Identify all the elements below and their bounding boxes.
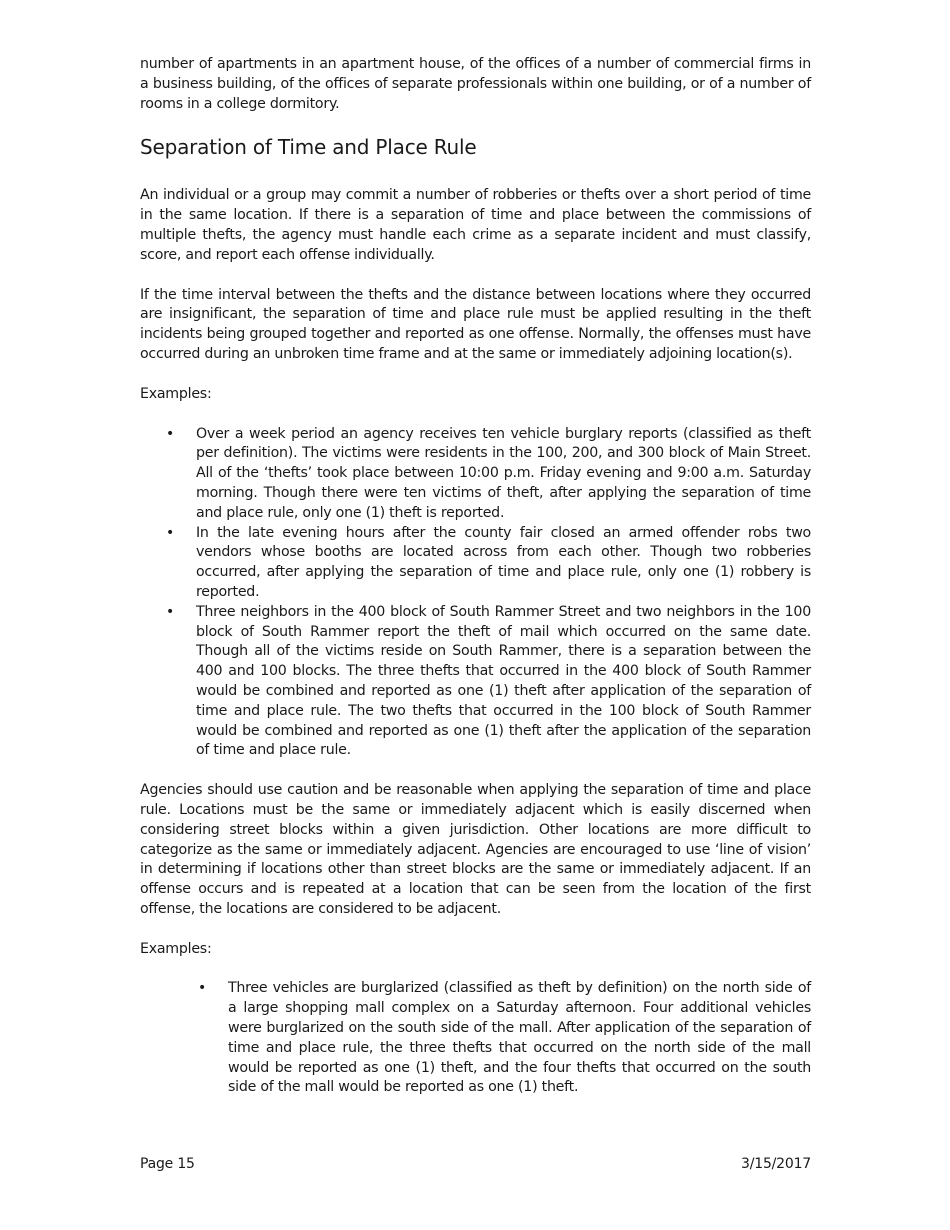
bullet-icon: • (166, 524, 175, 541)
list-item-text: In the late evening hours after the county fair closed an armed offender robs two vendors whose booths are located across from each other. Though two robberies occurred, after applying the separation of time and place rule, only one (1) robbery is reported. (196, 524, 811, 600)
intro-paragraph: number of apartments in an apartment house, of the offices of a number of commercial firms in a business building, of the offices of separate professionals within one building, or of a number of rooms in a college dormitory. (140, 56, 811, 112)
list-item (140, 979, 811, 1098)
list-item (140, 603, 811, 761)
examples-label: Examples: (140, 385, 212, 402)
paragraph-time-interval: If the time interval between the thefts and the distance between locations where they occurred are insignificant, the separation of time and place rule must be applied resulting in the theft incidents being grouped together and reported as one offense. Normally, the offenses must have occurred during an unbroken time frame and at the same or immediately adjoining location(s). (140, 286, 811, 362)
footer-date: 3/15/2017 (741, 1156, 811, 1172)
examples-list-2 (140, 979, 811, 1098)
list-item-text: Three neighbors in the 400 block of South Rammer Street and two neighbors in the 100 block of South Rammer report the theft of mail which occurred on the same date. Though all of the victims reside on South Rammer, there is a separation between the 400 and 100 blocks. The three thefts that occurred in the 400 block of South Rammer would be combined and reported as one (1) theft after application of the separation of time and place rule. The two thefts that occurred in the 100 block of South Rammer would be combined and reported as one (1) theft after the application of the separation of time and place rule. (196, 603, 811, 759)
list-item-text: Three vehicles are burglarized (classified as theft by definition) on the north side of a large shopping mall complex on a Saturday afternoon. Four additional vehicles were burglarized on the south side of the mall. After application of the separation of time and place rule, the three thefts that occurred on the north side of the mall would be reported as one (1) theft, and the four thefts that occurred on the south side of the mall would be reported as one (1) theft. (228, 980, 811, 1096)
section-heading: Separation of Time and Place Rule (140, 135, 477, 160)
page-number: Page 15 (140, 1156, 195, 1172)
list-item (140, 425, 811, 524)
bullet-icon: • (198, 980, 207, 997)
list-item-text: Over a week period an agency receives ten vehicle burglary reports (classified as theft per definition). The victims were residents in the 100, 200, and 300 block of Main Street. All of the ‘thefts’ took place between 10:00 p.m. Friday evening and 9:00 a.m. Saturday morning. Though there were ten victims of theft, after applying the separation of time and place rule, only one (1) theft is reported. (196, 425, 811, 521)
caution-paragraph: Agencies should use caution and be reasonable when applying the separation of time and place rule. Locations must be the same or immediately adjacent which is easily discerned when considering street blocks within a given jurisdiction. Other locations are more difficult to categorize as the same or immediately adjacent. Agencies are encouraged to use ‘line of vision’ in determining if locations other than street blocks are the same or immediately adjacent. If an offense occurs and is repeated at a location that can be seen from the location of the first offense, the locations are considered to be adjacent. (140, 782, 811, 917)
paragraph-individual-group: An individual or a group may commit a number of robberies or thefts over a short period of time in the same location. If there is a separation of time and place between the commissions of multiple thefts, the agency must handle each crime as a separate incident and must classify, score, and report each offense individually. (140, 187, 811, 263)
document-body (140, 55, 811, 1098)
examples-list-1 (140, 425, 811, 762)
examples-label: Examples: (140, 940, 212, 957)
list-item (140, 524, 811, 603)
bullet-icon: • (166, 603, 175, 620)
bullet-icon: • (166, 425, 175, 442)
